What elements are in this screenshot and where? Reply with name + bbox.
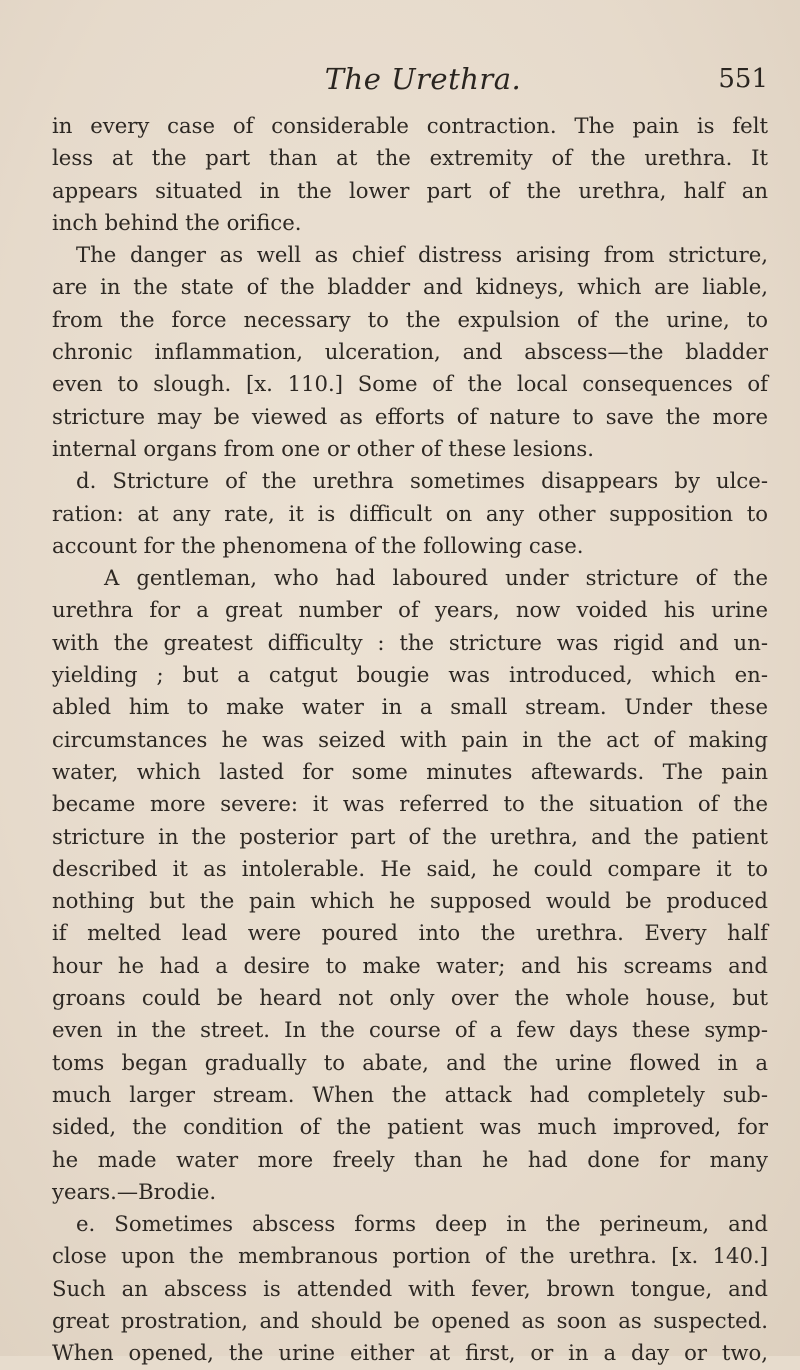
text-line: d. Stricture of the urethra sometimes disappears by ulce-	[76, 468, 768, 494]
text-line: hour he had a desire to make water; and his screams and	[52, 952, 768, 978]
text-line: stricture may be viewed as efforts of nature to save the more	[52, 403, 768, 429]
text-line: toms began gradually to abate, and the urine flowed in a	[52, 1049, 768, 1075]
text-line: The danger as well as chief distress arising from stricture,	[76, 242, 768, 268]
text-line: in every case of considerable contraction. The pain is felt	[52, 113, 768, 138]
text-line: less at the part than at the extremity of the urethra. It	[52, 145, 768, 171]
text-line: ration: at any rate, it is difficult on any other supposition to	[52, 500, 768, 526]
text-line: urethra for a great number of years, now voided his urine	[52, 597, 768, 623]
text-line: if melted lead were poured into the urethra. Every half	[52, 920, 768, 946]
text-line: water, which lasted for some minutes aftewards. The pain	[52, 758, 768, 784]
text-line: abled him to make water in a small stream. Under these	[52, 694, 768, 720]
text-line: stricture in the posterior part of the urethra, and the patient	[52, 823, 768, 849]
text-line: even to slough. [x. 110.] Some of the local consequences of	[52, 371, 768, 397]
text-line: with the greatest difficulty : the stricture was rigid and un-	[52, 629, 768, 655]
text-line: much larger stream. When the attack had completely sub-	[52, 1081, 768, 1107]
text-line: groans could be heard not only over the whole house, but	[52, 985, 768, 1011]
text-line: sided, the condition of the patient was much improved, for	[52, 1114, 768, 1140]
text-line: he made water more freely than he had done for many	[52, 1146, 768, 1172]
text-line: inch behind the orifice.	[52, 209, 302, 235]
text-line: from the force necessary to the expulsion of the urine, to	[52, 306, 768, 332]
text-line: nothing but the pain which he supposed would be produced	[52, 888, 768, 914]
body-text	[52, 110, 768, 1370]
text-line: circumstances he was seized with pain in the act of making	[52, 726, 768, 752]
text-line: described it as intolerable. He said, he could compare it to	[52, 855, 768, 881]
text-line: account for the phenomena of the following case.	[52, 532, 584, 558]
text-line: A gentleman, who had laboured under stricture of the	[104, 565, 768, 591]
text-line: became more severe: it was referred to the situation of the	[52, 791, 768, 817]
text-line: e. Sometimes abscess forms deep in the perineum, and	[76, 1211, 768, 1237]
text-line: close upon the membranous portion of the urethra. [x. 140.]	[52, 1243, 768, 1269]
text-line: great prostration, and should be opened as soon as suspected.	[52, 1307, 768, 1333]
page-number: 551	[718, 64, 768, 94]
text-line: yielding ; but a catgut bougie was introduced, which en-	[52, 662, 768, 688]
text-line: Such an abscess is attended with fever, brown tongue, and	[52, 1275, 768, 1301]
text-line: internal organs from one or other of these lesions.	[52, 435, 595, 461]
text-line: chronic inflammation, ulceration, and abscess—the bladder	[52, 339, 768, 365]
text-line: even in the street. In the course of a few days these symp-	[52, 1017, 768, 1043]
text-line: When opened, the urine either at first, or in a day or two,	[52, 1340, 768, 1366]
text-line: appears situated in the lower part of the urethra, half an	[52, 177, 768, 203]
text-line: are in the state of the bladder and kidneys, which are liable,	[52, 274, 768, 300]
running-title: The Urethra.	[324, 62, 522, 96]
text-line: years.—Brodie.	[52, 1178, 217, 1204]
page-header	[78, 62, 768, 102]
